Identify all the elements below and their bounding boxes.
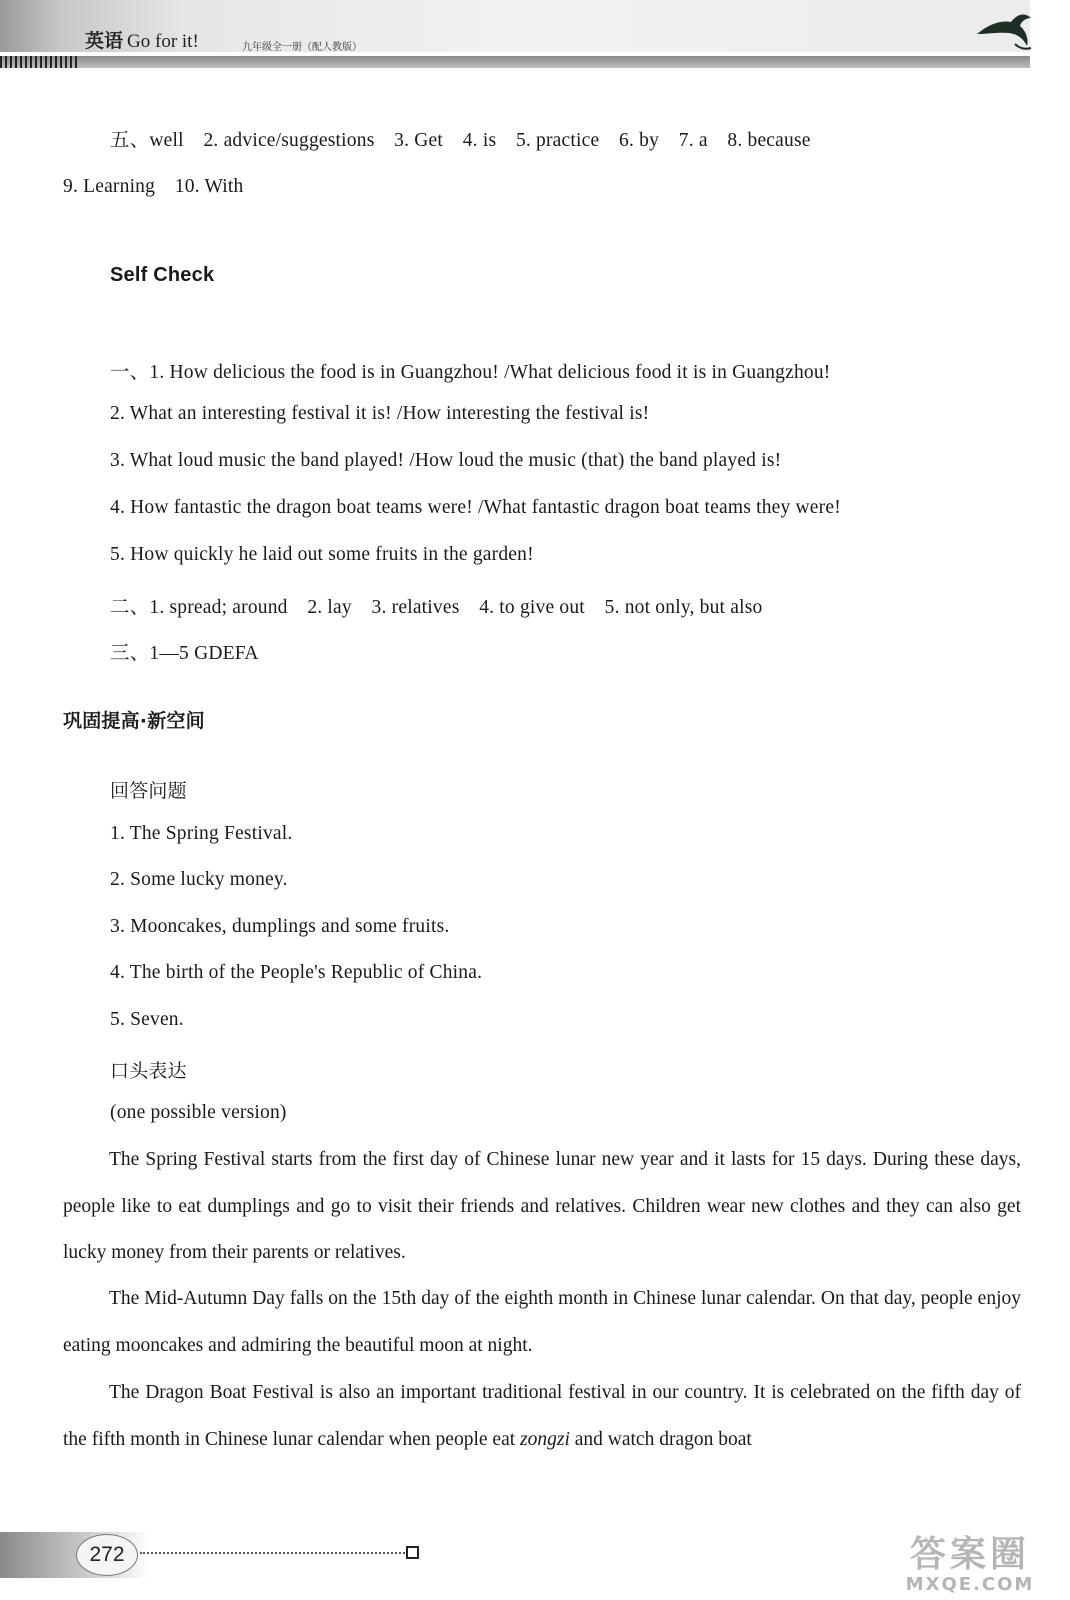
grade-note: 九年级全一册（配人教版）	[242, 42, 362, 53]
essay-paragraph-3-text: The Dragon Boat Festival is also an important traditional festival in our country. It is celebrated on the fifth day of the fifth month in Chinese lunar calendar when people eat	[63, 1382, 1021, 1450]
footer-dotted-rule	[140, 1552, 405, 1554]
book-subject-cn: 英语	[85, 30, 124, 52]
qa-answer: 1. The Spring Festival.	[110, 823, 293, 844]
section5-line1: 五、well 2. advice/suggestions 3. Get 4. is 5. practice 6. by 7. a 8. because	[110, 130, 811, 151]
qa-answer: 4. The birth of the People's Republic of China.	[110, 962, 483, 983]
section5-line2: 9. Learning 10. With	[63, 176, 244, 197]
watermark-bottom: MXQE.COM	[905, 1574, 1035, 1595]
self-check-line: 4. How fantastic the dragon boat teams were! /What fantastic dragon boat teams they were!	[110, 497, 841, 518]
qa-heading: 回答问题	[110, 780, 187, 802]
header-ticks	[0, 56, 80, 68]
book-subject-en: Go for it!	[127, 31, 199, 52]
essay-paragraph-3-tail: and watch dragon boat	[569, 1428, 752, 1450]
book-title	[85, 26, 199, 53]
self-check-line: 三、1—5 GDEFA	[110, 643, 259, 664]
self-check-line: 3. What loud music the band played! /How loud the music (that) the band played is!	[110, 450, 782, 471]
self-check-line: 二、1. spread; around 2. lay 3. relatives 4. to give out 5. not only, but also	[110, 597, 763, 618]
qa-answer: 2. Some lucky money.	[110, 869, 288, 890]
watermark-top: 答案圈	[909, 1534, 1030, 1575]
zongzi-term: zongzi	[520, 1428, 570, 1450]
essay-paragraph-1	[63, 1137, 1021, 1277]
essay-paragraph-2-text: The Mid-Autumn Day falls on the 15th day of the eighth month in Chinese lunar calendar. On that day, people enjoy eating mooncakes and admiring the beautiful moon at night.	[63, 1288, 1021, 1356]
self-check-line: 一、1. How delicious the food is in Guangzhou! /What delicious food it is in Guangzhou!	[110, 362, 831, 383]
swallow-logo-icon	[975, 8, 1035, 54]
header-rule	[0, 56, 1030, 68]
essay-paragraph-2	[63, 1276, 1021, 1369]
essay-paragraph-3	[63, 1370, 1021, 1463]
page-number: 272	[76, 1534, 138, 1576]
self-check-heading: Self Check	[110, 264, 215, 286]
oral-heading: 口头表达	[110, 1060, 187, 1082]
end-square-icon	[406, 1546, 419, 1559]
version-note: (one possible version)	[110, 1102, 287, 1123]
watermark	[885, 1536, 1055, 1600]
self-check-line: 5. How quickly he laid out some fruits in the garden!	[110, 544, 534, 565]
page-footer	[0, 1528, 1070, 1600]
qa-answer: 5. Seven.	[110, 1009, 184, 1030]
self-check-line: 2. What an interesting festival it is! /How interesting the festival is!	[110, 403, 650, 424]
essay-paragraph-1-text: The Spring Festival starts from the first day of Chinese lunar new year and it lasts for 15 days. During these days, people like to eat dumplings and go to visit their friends and relatives. Children wear new clothes and they can also get lucky money from their parents or relatives.	[63, 1149, 1021, 1263]
qa-answer: 3. Mooncakes, dumplings and some fruits.	[110, 916, 450, 937]
page-header	[0, 0, 1070, 70]
consolidate-heading: 巩固提高·新空间	[63, 710, 205, 732]
